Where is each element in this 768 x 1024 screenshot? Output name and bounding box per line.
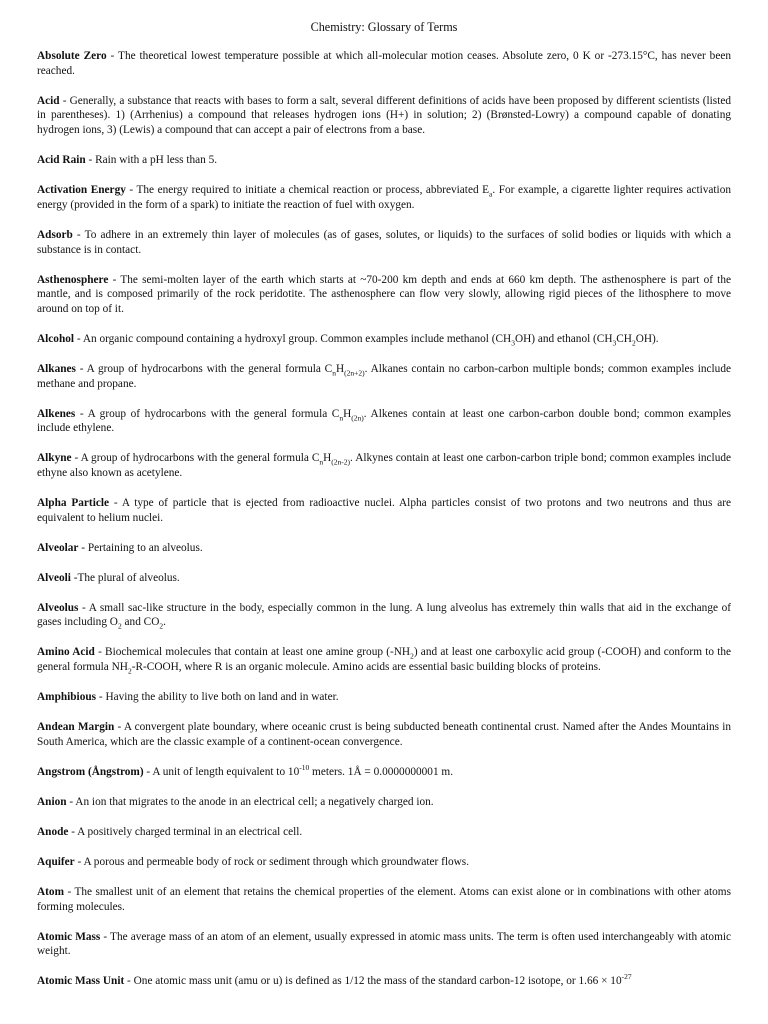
definition-text: and CO: [121, 616, 160, 629]
glossary-term: Alveoli: [37, 571, 71, 584]
glossary-term: Adsorb: [37, 228, 73, 241]
definition-text: - A convergent plate boundary, where oceanic crust is being subducted beneath continental crust. Named after the Andes Mountains in South America, which are the classic example of a continent-ocean convergence.: [37, 721, 731, 748]
glossary-term: Amphibious: [37, 691, 97, 704]
page-title: Chemistry: Glossary of Terms: [310, 20, 458, 34]
glossary-entry: [37, 541, 731, 556]
definition-text: - An organic compound containing a hydroxyl group. Common examples include methanol (CH: [74, 332, 512, 345]
glossary-term: Asthenosphere: [37, 273, 109, 286]
glossary-entry: [37, 153, 731, 168]
glossary-term: Alveolar: [37, 541, 79, 554]
definition-text: -The plural of alveolus.: [70, 571, 180, 584]
subscript: (2n+2): [344, 368, 365, 378]
glossary-entry: [37, 496, 731, 525]
subscript: n: [319, 457, 324, 467]
definition-text: - Having the ability to live both on land and in water.: [96, 691, 339, 704]
definition-text: OH).: [635, 332, 659, 345]
glossary-term: Anion: [37, 795, 67, 808]
glossary-entry: [37, 273, 731, 317]
subscript: 2: [631, 338, 636, 348]
definition-text: . Alkynes contain at least one carbon-carbon triple bond; common examples include ethyne also known as acetylene.: [37, 452, 732, 480]
superscript: -27: [621, 972, 632, 982]
glossary-term: Alveolus: [37, 601, 79, 614]
subscript: 3: [511, 338, 515, 348]
subscript: 2: [159, 621, 164, 631]
glossary-term: Atom: [37, 885, 64, 898]
glossary-term: Anode: [37, 825, 69, 838]
definition-text: OH) and ethanol (CH: [514, 332, 613, 345]
definition-text: - Rain with a pH less than 5.: [85, 154, 218, 167]
glossary-term: Alkyne: [37, 452, 72, 465]
definition-text: - A group of hydrocarbons with the general formula C: [71, 452, 320, 465]
glossary-entry: [37, 94, 731, 138]
glossary-entry: [37, 407, 731, 436]
definition-text: - A positively charged terminal in an electrical cell.: [68, 825, 303, 838]
glossary-term: Alcohol: [37, 332, 75, 345]
definition-text: ) and at least one carboxylic acid group (-COOH) and conform to the general formula NH: [37, 646, 732, 674]
subscript: n: [339, 412, 344, 422]
subscript: (2n): [351, 412, 364, 422]
definition-text: CH: [616, 332, 632, 345]
glossary-entry: [37, 451, 731, 480]
definition-text: - An ion that migrates to the anode in an electrical cell; a negatively charged ion.: [66, 795, 434, 808]
glossary-term: Andean Margin: [37, 721, 115, 734]
glossary-entry: [37, 690, 731, 705]
subscript: 2: [127, 666, 132, 676]
glossary-entry: [37, 855, 731, 870]
definition-text: - The average mass of an atom of an element, usually expressed in atomic mass units. The term is often used interchangeably with atomic weight.: [37, 930, 732, 958]
glossary-term: Angstrom (Ångstrom): [37, 765, 144, 778]
glossary-term: Aquifer: [37, 855, 75, 868]
definition-text: - The energy required to initiate a chemical reaction or process, abbreviated E: [125, 184, 490, 197]
definition-text: - The theoretical lowest temperature possible at which all-molecular motion ceases. Absolute zero, 0 K or -273.15°C, has never been reached.: [37, 50, 731, 77]
definition-text: . Alkanes contain no carbon-carbon multiple bonds; common examples include methane and propane.: [37, 362, 731, 390]
subscript: a: [489, 189, 493, 199]
definition-text: - A porous and permeable body of rock or sediment through which groundwater flows.: [74, 855, 470, 868]
definition-text: H: [323, 452, 332, 465]
glossary-term: Alkanes: [37, 362, 76, 375]
definition-text: H: [343, 407, 352, 420]
definition-text: meters. 1Å = 0.0000000001 m.: [309, 765, 454, 778]
glossary-entry: [37, 930, 731, 959]
glossary-term: Atomic Mass Unit: [37, 975, 125, 988]
glossary-term: Acid: [37, 94, 60, 107]
definition-text: -R-COOH, where R is an organic molecule. Amino acids are essential basic building blocks of proteins.: [131, 661, 601, 674]
glossary-entry: [37, 362, 731, 391]
glossary-term: Alpha Particle: [37, 497, 109, 510]
glossary-entry: [37, 332, 731, 347]
glossary-entry: [37, 228, 731, 257]
glossary-term: Alkenes: [37, 407, 76, 420]
glossary-term: Absolute Zero: [37, 50, 107, 62]
glossary-entry: [37, 795, 731, 810]
glossary-entry: [37, 49, 731, 78]
glossary-entry: [37, 720, 731, 749]
glossary-term: Atomic Mass: [37, 930, 101, 943]
subscript: (2n-2): [331, 457, 351, 467]
glossary-term: Acid Rain: [37, 154, 86, 167]
glossary-entry: [37, 765, 731, 780]
glossary-entry: [37, 974, 731, 989]
subscript: 2: [410, 651, 414, 661]
definition-text: - A type of particle that is ejected from radioactive nuclei. Alpha particles consist of two protons and two neutrons and thus are equivalent to helium nuclei.: [37, 497, 731, 524]
definition-text: - A group of hydrocarbons with the general formula C: [75, 407, 340, 420]
subscript: 3: [612, 338, 617, 348]
glossary-entry: [37, 183, 731, 212]
glossary-entry: [37, 825, 731, 840]
definition-text: - Generally, a substance that reacts with bases to form a salt, several different definitions of acids have been proposed by different scientists (listed in parentheses). 1) (Arrhenius) a compound that releases hydrogen ions (H+) in solution; 2) (Brønsted-Lowry) a compound capable of donating hydrogen ions, 3) (Lewis) a compound that can accept a pair of electrons from a base.: [37, 94, 731, 137]
definition-text: . For example, a cigarette lighter requires activation energy (provided in the form of a spark) to initiate the reaction of fuel with oxygen.: [37, 184, 731, 211]
superscript: -10: [299, 763, 310, 773]
definition-text: - The semi-molten layer of the earth which starts at ~70-200 km depth and ends at 660 km depth. The asthenosphere is part of the mantle, and is composed primarily of the rock peridotite. The asthenosphere can flow very slowly, allowing rigid pieces of the lithosphere to move around on top of it.: [37, 273, 731, 315]
definition-text: - A small sac-like structure in the body, especially common in the lung. A lung alveolus has extremely thin walls that aid in the exchange of gases including O: [37, 601, 731, 629]
glossary-entry: [37, 601, 731, 630]
definition-text: - One atomic mass unit (amu or u) is defined as 1/12 the mass of the standard carbon-12 isotope, or 1.66 × 10: [124, 975, 622, 988]
definition-text: - A unit of length equivalent to 10: [143, 765, 300, 778]
glossary-entry: [37, 645, 731, 674]
subscript: 2: [117, 621, 122, 631]
definition-text: .: [163, 616, 166, 629]
glossary-entry: [37, 571, 731, 586]
subscript: n: [332, 368, 336, 378]
definition-text: - Pertaining to an alveolus.: [78, 541, 203, 554]
glossary-list: [37, 49, 731, 989]
definition-text: - Biochemical molecules that contain at least one amine group (-NH: [94, 646, 411, 659]
glossary-term: Amino Acid: [37, 646, 95, 659]
definition-text: - To adhere in an extremely thin layer of molecules (as of gases, solutes, or liquids) to the surfaces of solid bodies or liquids with which a substance is in contact.: [37, 228, 731, 256]
glossary-entry: [37, 885, 731, 914]
definition-text: - A group of hydrocarbons with the general formula C: [75, 362, 333, 375]
definition-text: . Alkenes contain at least one carbon-carbon double bond; common examples include ethylene.: [37, 407, 731, 435]
definition-text: H: [335, 362, 345, 375]
definition-text: - The smallest unit of an element that retains the chemical properties of the element. Atoms can exist alone or in combinations with other atoms forming molecules.: [37, 885, 731, 913]
glossary-term: Activation Energy: [37, 184, 126, 197]
